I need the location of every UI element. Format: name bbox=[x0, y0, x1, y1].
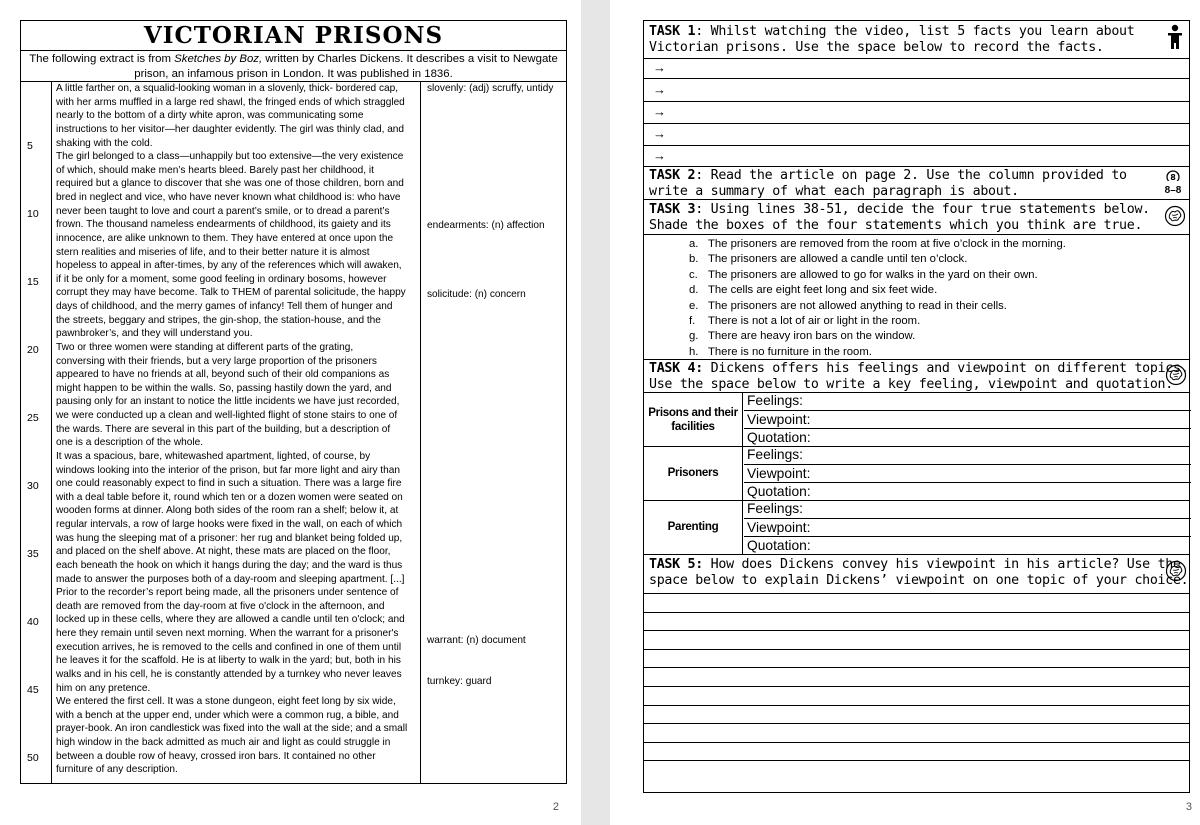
article-line: prayer-book. An iron candlestick was fixed into the wall at the side; and a small bbox=[56, 723, 408, 735]
statement-text: The cells are eight feet long and six feet wide. bbox=[708, 284, 938, 297]
article-line: stern realities and miseries of life, and to their better nature it is almost bbox=[56, 246, 370, 258]
task1-text: Victorian prisons. Use the space below to record the facts. bbox=[649, 40, 1104, 55]
intro-text: prison, an infamous prison in London. It was published in 1836. bbox=[134, 67, 453, 80]
statement-letter: b. bbox=[689, 253, 699, 266]
article-line: with her arms muffled in a large red shawl, the fringed ends of which straggled bbox=[56, 96, 405, 108]
task4-text: Use the space below to write a key feeling, viewpoint and quotation. bbox=[649, 377, 1173, 392]
article-body bbox=[21, 82, 566, 783]
article-line: innocence, are alike unknown to them. They have entered at once upon the bbox=[56, 232, 394, 244]
page-3 bbox=[610, 0, 1200, 825]
line-number: 20 bbox=[27, 344, 39, 356]
statement-letter: a. bbox=[689, 238, 699, 250]
article-line: bred in neglect and vice, who have never known what childhood is: who have bbox=[56, 192, 401, 203]
fact-line-2[interactable]: → bbox=[653, 82, 666, 97]
article-line: corrupt they may have become. Talk to THEM of parental solicitude, the happy bbox=[56, 287, 406, 299]
article-line: Prior to the recorder’s report being made, all the prisoners under sentence of bbox=[56, 587, 399, 599]
article-line: one is a description of the whole. bbox=[56, 437, 204, 449]
writing-line[interactable] bbox=[644, 742, 1189, 743]
topic-divider bbox=[742, 392, 743, 554]
task4-label: TASK 4: bbox=[649, 361, 703, 376]
article-line: high window in the back admitted as much air and light as could struggle in bbox=[56, 737, 391, 748]
glossary-item: warrant: (n) document bbox=[427, 635, 526, 646]
article-line: regular intervals, a row of large hooks were fixed in the wall, on each of which bbox=[56, 519, 403, 530]
glossary-item: turnkey: guard bbox=[427, 676, 492, 687]
article-line: and placed on the shelf above. At night, these mats are placed on the floor, bbox=[56, 546, 391, 558]
divider bbox=[644, 554, 1189, 555]
article-line: execution arrives, he is removed to the cells and confined in one of them until bbox=[56, 641, 402, 653]
fact-line-3[interactable]: → bbox=[653, 104, 666, 119]
article-line: between a double row of heavy, crossed iron bars. It contained no other bbox=[56, 750, 376, 762]
article-line: We entered the first cell. It was a stone dungeon, eight feet long by six wide, bbox=[56, 696, 396, 708]
divider bbox=[644, 234, 1189, 235]
divider bbox=[644, 145, 1189, 146]
statement-text: The prisoners are allowed to go for walks in the yard on their own. bbox=[708, 268, 1038, 281]
divider bbox=[644, 101, 1189, 102]
intro-text: written by Charles Dickens. It describes a visit to Newgate bbox=[262, 53, 558, 65]
article-line: nearly to the bottom of a dirty white apron, was communicating some bbox=[56, 110, 364, 122]
glossary-column bbox=[420, 82, 566, 783]
statement-text: There is no furniture in the room. bbox=[708, 345, 872, 358]
article-line: him on any pretence. bbox=[56, 682, 151, 694]
statement-option[interactable] bbox=[689, 329, 915, 343]
task3-text: Shade the boxes of the four statements which you think are true. bbox=[649, 218, 1143, 233]
article-intro bbox=[21, 51, 566, 82]
line-number: 45 bbox=[27, 684, 39, 696]
article-line: each beneath the hook on which it hangs during the day; and the ward is thus bbox=[56, 559, 403, 571]
page-title: VICTORIAN PRISONS bbox=[21, 21, 566, 51]
line-number: 50 bbox=[27, 752, 39, 764]
topic-feelings-field[interactable]: Feelings: bbox=[747, 447, 803, 462]
article-line: conversing with their friends, but a very large proportion of the prisoners bbox=[56, 355, 377, 367]
article-line: with a deal table before it, round which ten or a dozen women were seated on bbox=[56, 491, 403, 503]
article-line: might happen to be within the walls. So, passing hastily down the yard, and bbox=[56, 382, 392, 394]
task5-text: How does Dickens convey his viewpoint in his article? Use the bbox=[702, 557, 1181, 572]
task4-text: Dickens offers his feelings and viewpoint on different topics. bbox=[702, 361, 1189, 376]
writing-line[interactable] bbox=[644, 686, 1189, 687]
writing-line[interactable] bbox=[644, 649, 1189, 650]
article-line: A little farther on, a squalid-looking woman in a slovenly, thick- bordered cap, bbox=[56, 83, 399, 94]
task5-label: TASK 5: bbox=[649, 557, 703, 572]
statement-text: There is not a lot of air or light in the room. bbox=[708, 315, 921, 327]
page-number: 3 bbox=[1185, 801, 1192, 813]
task2-text: : Read the article on page 2. Use the column provided to bbox=[695, 168, 1127, 183]
line-number: 10 bbox=[27, 208, 39, 220]
statement-letter: c. bbox=[689, 268, 698, 281]
glossary-item: slovenly: (adj) scruffy, untidy bbox=[427, 83, 554, 94]
statement-letter: h. bbox=[689, 345, 699, 358]
grade-circle-icon bbox=[1162, 169, 1184, 181]
task3-label: TASK 3 bbox=[649, 202, 696, 217]
article-line: shaking with the cold. bbox=[56, 137, 153, 149]
article-line: frown. The thousand nameless endearments of childhood, its gaiety and its bbox=[56, 219, 391, 231]
statement-letter: g. bbox=[689, 330, 699, 343]
statement-option[interactable] bbox=[689, 345, 872, 359]
statement-letter: d. bbox=[689, 284, 699, 297]
article-line: one could reasonably expect to find in such a situation. There was a large fire bbox=[56, 478, 402, 490]
divider bbox=[644, 199, 1189, 200]
article-box bbox=[20, 20, 567, 784]
writing-line[interactable] bbox=[644, 705, 1189, 706]
fact-line-5[interactable]: → bbox=[653, 148, 666, 163]
line-number: 5 bbox=[27, 140, 33, 152]
line-number: 15 bbox=[27, 276, 39, 288]
statement-text: The prisoners are not allowed anything to read in their cells. bbox=[708, 299, 1007, 312]
intro-text: The following extract is from bbox=[29, 53, 175, 65]
article-line: windows looking into the interior of the prison, but far more light and airy than bbox=[56, 464, 400, 476]
target-grade-icon bbox=[1158, 169, 1188, 197]
task2-label: TASK 2 bbox=[649, 168, 696, 183]
line-number-column bbox=[21, 82, 52, 783]
article-line: if it be only for a moment, some good feeling in ordinary bosoms, however bbox=[56, 273, 387, 285]
article-line: made to answer the purposes both of a day-room and sleeping apartment. [...] bbox=[56, 573, 405, 585]
article-line: furniture of any description. bbox=[56, 764, 178, 776]
fact-line-1[interactable]: → bbox=[653, 60, 666, 75]
article-line: required but a glance to discover that she was one of those children, born and bbox=[56, 178, 404, 190]
article-line: hopeless to appeal in after-times, by any of the references which will awaken, bbox=[56, 260, 402, 272]
topic-label: Prisons and their facilities bbox=[648, 406, 738, 433]
task5-text: space below to explain Dickens’ viewpoint on one topic of your choice. bbox=[649, 573, 1189, 588]
page-2 bbox=[0, 0, 581, 825]
article-line: walks and in his cell, he is constantly attended by a turnkey who never leaves bbox=[56, 668, 402, 680]
article-text bbox=[56, 82, 419, 777]
writing-line[interactable] bbox=[644, 723, 1189, 724]
topic-quotation-field[interactable]: Quotation: bbox=[744, 482, 1191, 500]
intro-book-title: Sketches by Boz, bbox=[174, 53, 263, 65]
page-number: 2 bbox=[552, 801, 559, 813]
task2-text: write a summary of what each paragraph is about. bbox=[649, 184, 1019, 199]
divider bbox=[644, 123, 1189, 124]
topic-feelings-field[interactable]: Feelings: bbox=[747, 393, 803, 408]
article-line: we were conducted up a clean and well-lighted flight of stone stairs to one of bbox=[56, 410, 398, 421]
article-line: appeared to have no friends at all, beyond such of their old companions as bbox=[56, 369, 390, 381]
statement-option[interactable] bbox=[689, 314, 920, 328]
glossary-item: solicitude: (n) concern bbox=[427, 289, 526, 300]
writing-line[interactable] bbox=[644, 760, 1189, 761]
article-line: days of childhood, and the merry games of infancy! Tell them of hunger and bbox=[56, 301, 393, 312]
article-line: of which, should make men’s hearts bleed. Barely past her childhood, it bbox=[56, 164, 374, 176]
topic-label: Parenting bbox=[667, 520, 719, 533]
line-number: 35 bbox=[27, 548, 39, 560]
article-line: instructions to her visitor—her daughter evidently. The girl was thinly clad, and bbox=[56, 123, 405, 135]
person-icon bbox=[1166, 24, 1184, 50]
brain-icon bbox=[1164, 205, 1186, 227]
statement-option[interactable] bbox=[689, 283, 937, 297]
article-line: the streets, beggary and stripes, the gin-shop, the station-house, and the bbox=[56, 314, 381, 326]
brain-icon bbox=[1165, 364, 1187, 386]
article-line: The girl belonged to a class—unhappily but too extensive—the very existence bbox=[56, 151, 404, 163]
svg-text:8: 8 bbox=[1170, 173, 1176, 181]
topic-viewpoint-field[interactable]: Viewpoint: bbox=[744, 410, 1191, 428]
article-line: here they remain until seven next morning. When the warrant for a prisoner's bbox=[56, 628, 399, 639]
brain-icon bbox=[1165, 560, 1187, 582]
topic-feelings-field[interactable]: Feelings: bbox=[747, 501, 803, 516]
grade-range: 8–8 bbox=[1164, 185, 1182, 196]
task2-heading bbox=[649, 167, 1127, 184]
article-line: pawnbroker’s, and they will understand you. bbox=[56, 328, 253, 340]
statement-text: The prisoners are removed from the room at five o’clock in the morning. bbox=[708, 238, 1066, 250]
article-line: never been taught to love and court a parent’s smile, or to dread a parent’s bbox=[56, 205, 390, 217]
task4-heading bbox=[649, 360, 1188, 377]
topic-label: Prisoners bbox=[667, 466, 719, 479]
article-line: It was a spacious, bare, whitewashed apartment, lighted, of course, by bbox=[56, 450, 371, 462]
line-number: 25 bbox=[27, 412, 39, 424]
task5-heading bbox=[649, 556, 1181, 573]
article-line: was hung the sleeping mat of a prisoner: her rug and blanket being folded up, bbox=[56, 532, 403, 544]
topic-viewpoint-field[interactable]: Viewpoint: bbox=[744, 464, 1191, 482]
topic-quotation-field[interactable]: Quotation: bbox=[744, 428, 1191, 446]
statement-text: The prisoners are allowed a candle until ten o’clock. bbox=[708, 253, 968, 266]
task1-heading bbox=[649, 23, 1134, 40]
article-line: Two or three women were standing at different parts of the grating, bbox=[56, 341, 354, 353]
divider bbox=[644, 78, 1189, 79]
glossary-item: endearments: (n) affection bbox=[427, 220, 545, 231]
statement-option[interactable] bbox=[689, 252, 967, 266]
writing-line[interactable] bbox=[644, 593, 1189, 594]
topic-viewpoint-field[interactable]: Viewpoint: bbox=[744, 518, 1191, 536]
article-line: the wards. There are several in this part of the building, but a description of bbox=[56, 423, 391, 435]
writing-line[interactable] bbox=[644, 630, 1189, 631]
statement-letter: f. bbox=[689, 315, 696, 327]
article-line: locked up in these cells, where they are allowed a candle until ten o'clock; and bbox=[56, 614, 405, 626]
topic-quotation-field[interactable]: Quotation: bbox=[744, 536, 1191, 554]
fact-line-4[interactable]: → bbox=[653, 126, 666, 141]
task1-text: : Whilst watching the video, list 5 facts you learn about bbox=[695, 24, 1135, 39]
article-line: with a bench at the upper end, under which were a common rug, a bible, and bbox=[56, 709, 399, 721]
line-number: 30 bbox=[27, 480, 39, 492]
article-line: pausing only for an instant to notice the little incidents we have just recorded, bbox=[56, 396, 400, 408]
task3-heading bbox=[649, 201, 1150, 218]
statement-letter: e. bbox=[689, 299, 699, 312]
article-line: he leaves it for the scaffold. He is at liberty to walk in the yard; but, both in his bbox=[56, 655, 401, 667]
tasks-box bbox=[643, 20, 1190, 793]
statement-option[interactable] bbox=[689, 237, 1066, 251]
task3-text: : Using lines 38-51, decide the four true statements below. bbox=[695, 202, 1150, 217]
statement-text: There are heavy iron bars on the window. bbox=[708, 330, 916, 343]
divider bbox=[644, 58, 1189, 59]
statement-option[interactable] bbox=[689, 268, 1038, 282]
task1-label: TASK 1 bbox=[649, 24, 696, 39]
line-number: 40 bbox=[27, 616, 39, 628]
statement-option[interactable] bbox=[689, 299, 1007, 313]
writing-line[interactable] bbox=[644, 667, 1189, 668]
article-line: wooden forms at dinner. Along both sides of the room ran a shelf; below it, at bbox=[56, 505, 399, 517]
article-line: death are removed from the day-room at five o'clock in the afternoon, and bbox=[56, 600, 385, 612]
writing-line[interactable] bbox=[644, 612, 1189, 613]
